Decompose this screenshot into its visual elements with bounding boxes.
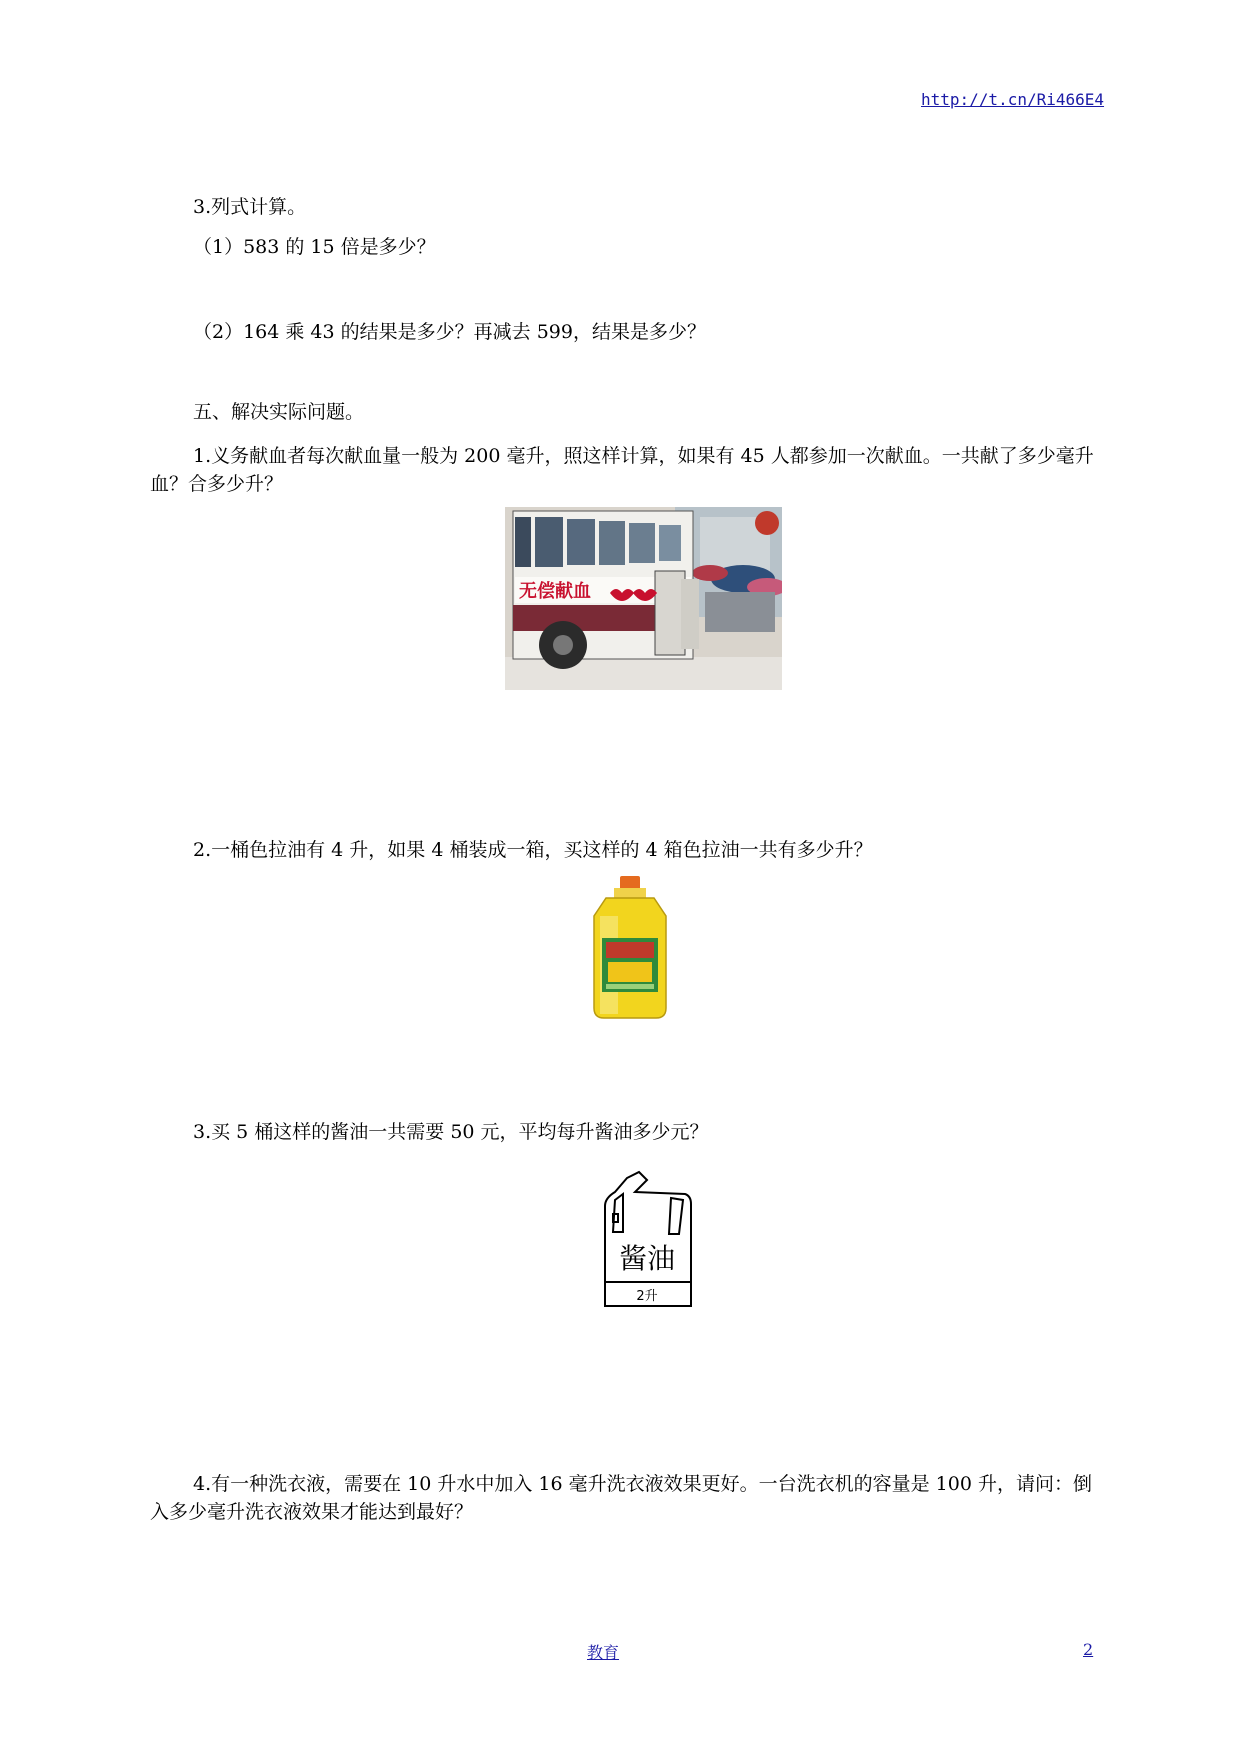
problem-3-text: 3.买 5 桶这样的酱油一共需要 50 元，平均每升酱油多少元？ [193, 1121, 709, 1143]
jug-volume-text: 2升 [636, 1289, 658, 1304]
problem-4-text: 4.有一种洗衣液，需要在 10 升水中加入 16 毫升洗衣液效果更好。一台洗衣机的容量是 100 升，请问：倒入多少毫升洗衣液效果才能达到最好？ [150, 1473, 1092, 1523]
bus-sign-text: 无偿献血 [519, 581, 591, 602]
header-url-link[interactable]: http://t.cn/Ri466E4 [921, 90, 1105, 109]
problem-2-text: 2.一桶色拉油有 4 升，如果 4 桶装成一箱，买这样的 4 箱色拉油一共有多少升？ [193, 839, 873, 861]
soy-sauce-jug-drawing [595, 1170, 700, 1313]
salad-oil-bottle-image [588, 876, 672, 1020]
section-3-title: 3.列式计算。 [193, 196, 307, 218]
question-1: （1）583 的 15 倍是多少？ [193, 236, 436, 258]
jug-label-text: 酱油 [618, 1242, 676, 1275]
section-5-title: 五、解决实际问题。 [193, 401, 365, 423]
page-number[interactable]: 2 [1083, 1640, 1094, 1659]
question-2: （2）164 乘 43 的结果是多少？再减去 599，结果是多少？ [193, 321, 706, 343]
footer-center-link[interactable]: 教育 [587, 1643, 620, 1662]
blood-donation-bus-image [505, 507, 782, 690]
problem-1-text: 1.义务献血者每次献血量一般为 200 毫升，照这样计算，如果有 45 人都参加一次献血。一共献了多少毫升血？合多少升？ [150, 445, 1094, 495]
